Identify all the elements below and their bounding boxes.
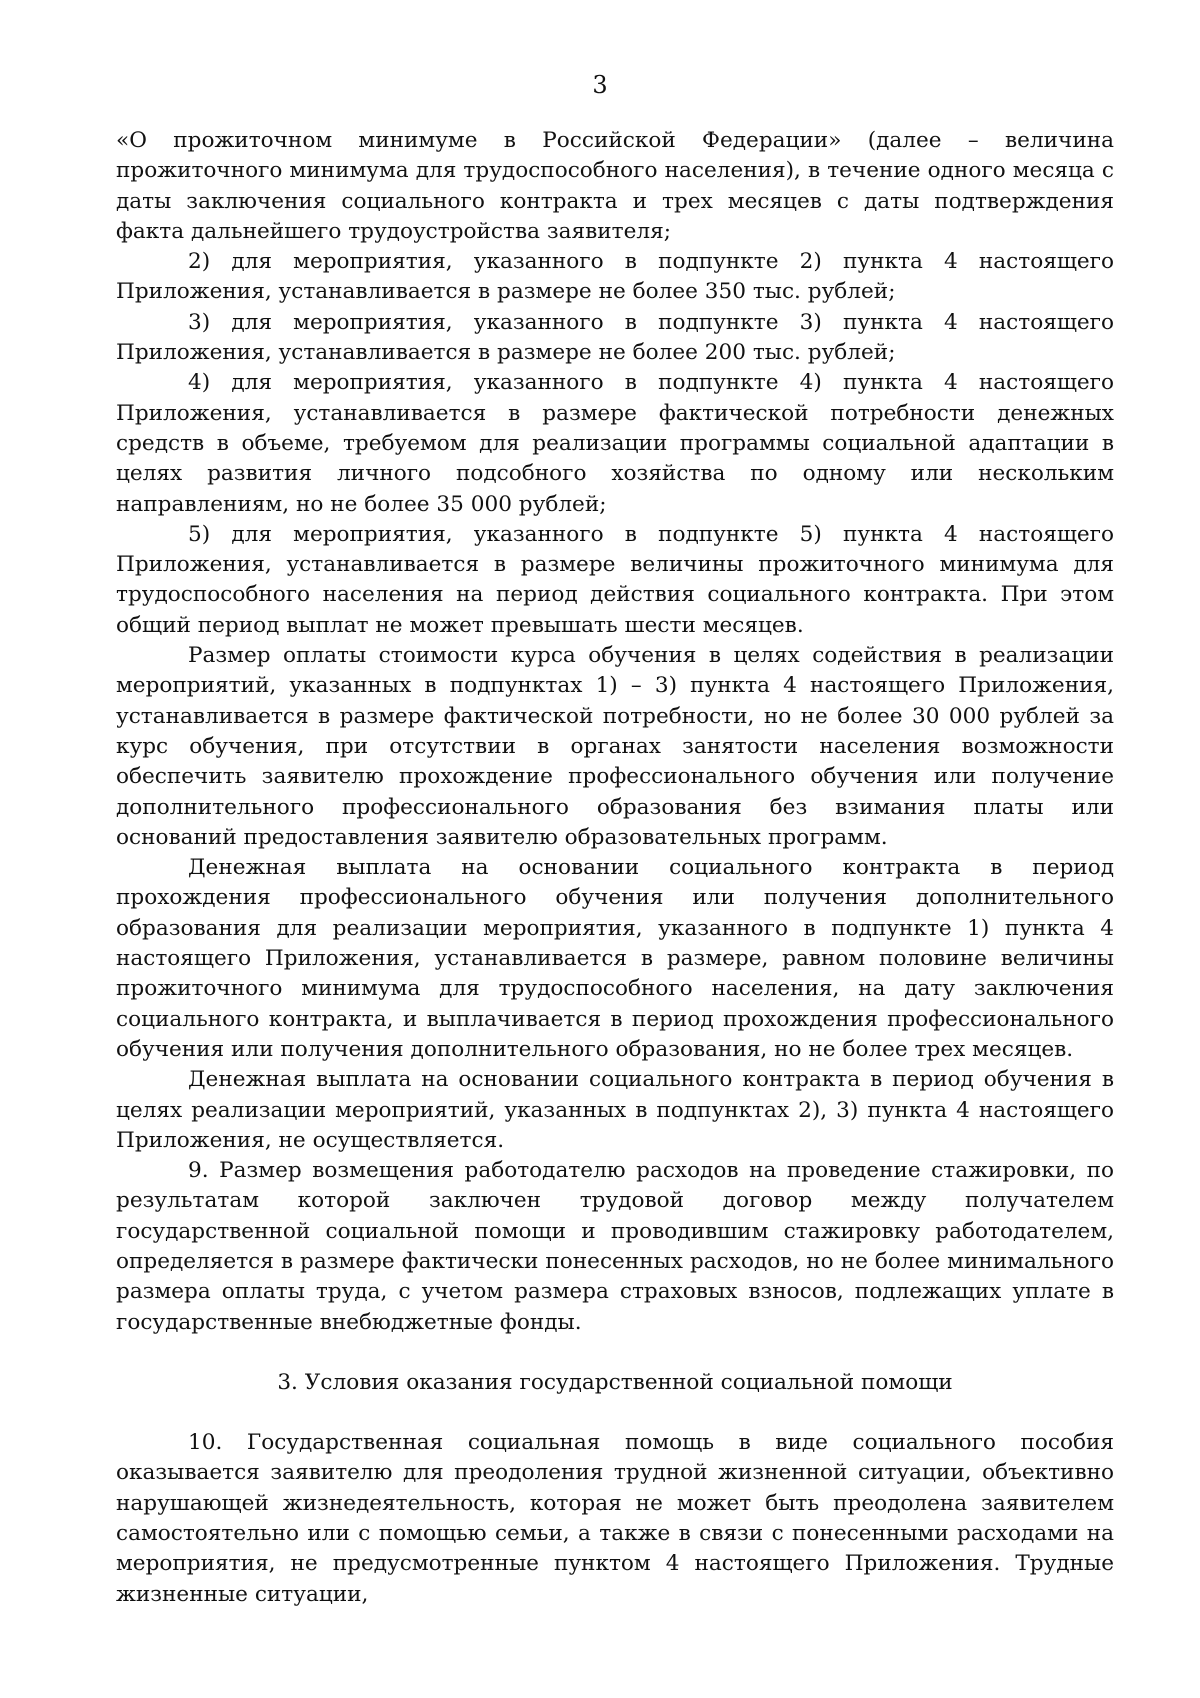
- paragraph-point-9: 9. Размер возмещения работодателю расходов на проведение стажировки, по результатам которой заключен трудовой договор между получателем государственной социальной помощи и проводившим стажировку работодателем, определяется в размере фактически понесенных расходов, но не более минимального размера оплаты труда, с учетом размера страховых взносов, подлежащих уплате в государственные внебюджетные фонды.: [116, 1158, 1114, 1335]
- section-title: 3. Условия оказания государственной социальной помощи: [277, 1369, 953, 1395]
- document-body: [116, 126, 1114, 1610]
- paragraph-payment-training: Денежная выплата на основании социального контракта в период прохождения профессионального обучения или получения дополнительного образования для реализации мероприятия, указанного в подпункте 1) пункта 4 настоящего Приложения, устанавливается в размере, равном половине величины прожиточного минимума для трудоспособного населения, на дату заключения социального контракта, и выплачивается в период прохождения профессионального обучения или получения дополнительного образования, но не более трех месяцев.: [116, 855, 1114, 1062]
- page-number: 3: [592, 71, 608, 99]
- paragraph-payment-not-made: Денежная выплата на основании социального контракта в период обучения в целях реализации мероприятий, указанных в подпунктах 2), 3) пункта 4 настоящего Приложения, не осуществляется.: [116, 1067, 1114, 1153]
- paragraph-point-10: 10. Государственная социальная помощь в виде социального пособия оказывается заявителю для преодоления трудной жизненной ситуации, объективно нарушающей жизнедеятельность, которая не может быть преодолена заявителем самостоятельно или с помощью семьи, а также в связи с понесенными расходами на мероприятия, не предусмотренные пунктом 4 настоящего Приложения. Трудные жизненные ситуации,: [116, 1430, 1114, 1607]
- paragraph-item-2: 2) для мероприятия, указанного в подпункте 2) пункта 4 настоящего Приложения, устанавливается в размере не более 350 тыс. рублей;: [116, 249, 1114, 305]
- paragraph-item-4: 4) для мероприятия, указанного в подпункте 4) пункта 4 настоящего Приложения, устанавливается в размере фактической потребности денежных средств в объеме, требуемом для реализации программы социальной адаптации в целях развития личного подсобного хозяйства по одному или нескольким направлениям, но не более 35 000 рублей;: [116, 370, 1114, 517]
- paragraph-training-cost: Размер оплаты стоимости курса обучения в целях содействия в реализации мероприятий, указанных в подпунктах 1) – 3) пункта 4 настоящего Приложения, устанавливается в размере фактической потребности, но не более 30 000 рублей за курс обучения, при отсутствии в органах занятости населения возможности обеспечить заявителю прохождение профессионального обучения или получение дополнительного профессионального образования без взимания платы или оснований предоставления заявителю образовательных программ.: [116, 643, 1114, 850]
- paragraph-continuation: «О прожиточном минимуме в Российской Федерации» (далее – величина прожиточного минимума для трудоспособного населения), в течение одного месяца с даты заключения социального контракта и трех месяцев с даты подтверждения факта дальнейшего трудоустройства заявителя;: [116, 128, 1114, 244]
- paragraph-item-3: 3) для мероприятия, указанного в подпункте 3) пункта 4 настоящего Приложения, устанавливается в размере не более 200 тыс. рублей;: [116, 309, 1114, 366]
- paragraph-item-5: 5) для мероприятия, указанного в подпункте 5) пункта 4 настоящего Приложения, устанавливается в размере величины прожиточного минимума для трудоспособного населения на период действия социального контракта. При этом общий период выплат не может превышать шести месяцев.: [116, 521, 1114, 638]
